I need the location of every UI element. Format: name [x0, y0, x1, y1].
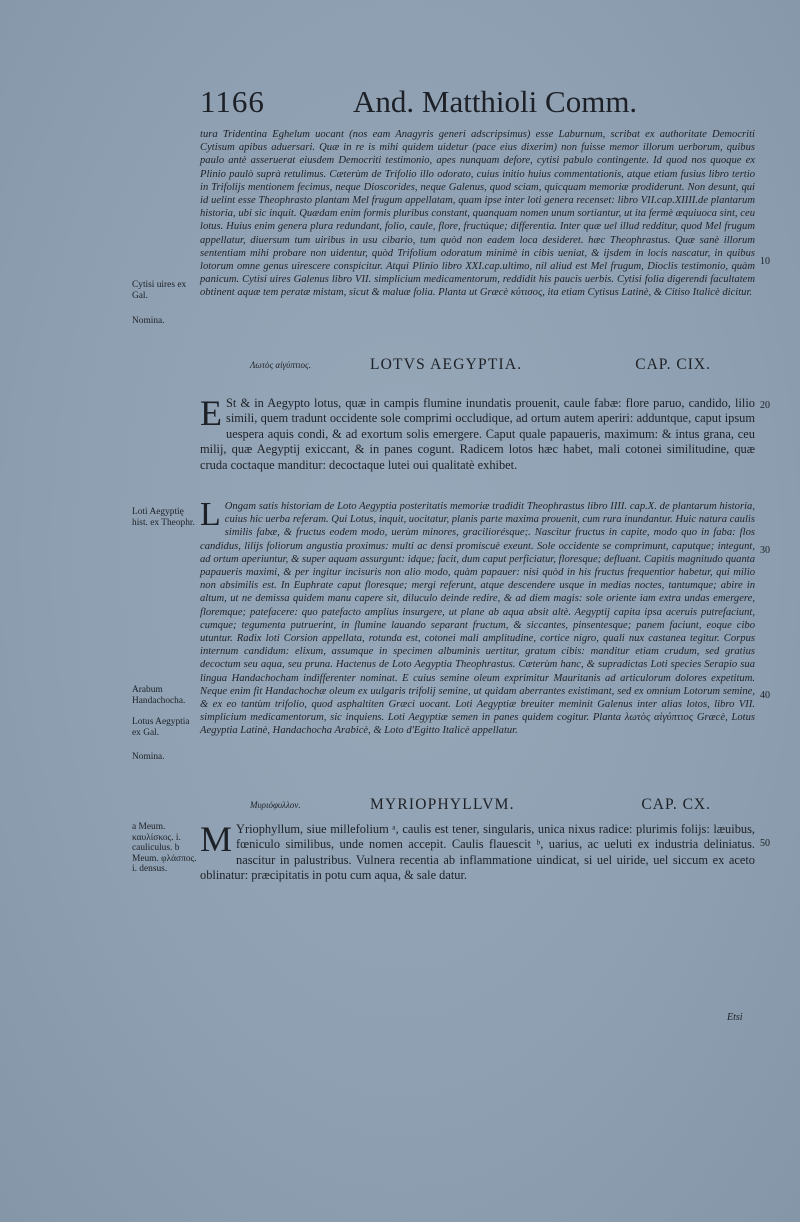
line-number: 40 [760, 690, 770, 701]
cytisus-commentary: tura Tridentina Eghelum uocant (nos eam Anagyris generi adscripsimus) esse Laburnum, scribat ex authoritate Democriti Cytisum apibus aduersari. Quæ in re is mihi quidem uidetur (pace eius dixerim) non fuisse memor illorum uerborum, quibus paulo antè asseruerat eiusdem Democriti testimonio, apes nunquam defore, cytisi pabulo contingente. Id quod nos quoque ex Plinio paulò suprà retulimus. Cæterùm de Trifolio illo odorato, cuius initio huius commentationis, atque etiam fusius libro tertio in Trifolijs mentionem fecimus, neque Dioscorides, neque Galenus, quod sciam, quicquam memoriæ prodiderunt. Non desunt, qui id uelint esse Theophrasto plantam Mel frugum appellatam, quam ipse inter loti genera recenset: libro VII.cap.XIIII.de plantarum historia, ubi sic inquit. Quædam enim formis pluribus constant, quanquam nomen unum sortiantur, ut ita fermè æquiuoca sint, ceu lotus. Huius enim genera plura redundant, folio, caule, flore, fructúque; differentia. Inter quæ uel illud redditur, quod Mel frugum appellatur, diuersum tum uiribus in usu cibario, tum quòd non eadem loca desideret. hæc Theophrastus. Quæ sanè illorum sententiam mihi probare non uidentur, quòd Trifolium odoratum minimè in cibis ueniat, & ijsdem in locis nascatur, in quibus lotorum omne genus uirescere conspicitur. Atqui Plinio libro XXI.cap.ultimo, nil aliud est Mel frugum, Dioclis testimonio, quàm panicum. Cytisi uires Galenus libro VII. simplicium medicamentorum, reddidit his paucis uerbis. Cytisi folia digerendi facultatem obtinent aquæ tem peratæ mistam, sicut & maluæ folia. Planta ut Græcè κύτισος, ita etiam Cytisus Latinè, & Citiso Italicè dicitur. [200, 129, 755, 299]
margin-note-nomina-1: Nomina. [132, 316, 165, 326]
margin-note-loti: Loti Aegyptię hist. ex Theophr. [132, 507, 195, 528]
chapter-number: CAP. CX. [641, 796, 711, 813]
line-number: 10 [760, 256, 770, 267]
chapter-number: CAP. CIX. [635, 356, 711, 373]
margin-note-cytisi: Cytisi uires ex Gal. [132, 280, 187, 301]
lotus-commentary-text: Ongam satis historiam de Loto Aegyptia posteritatis memoriæ tradidit Theophrastus libro IIII. cap.X. de plantarum historia, cuius hic uerba referam. Qui Lotus, inquit, uocitatur, planis parte maxima prouenit, cum rura inundantur. Huic natura caulis similis fabæ, & fructus eodem modo, uerùm minores, graciliorésque;. Nascitur fructus in capite, modo quo in faba: flos candidus, lilijs foliorum angustia proximus: multi ac densi promiscuè exeunt. Sole occidente se comprimunt, caputque; integunt, ad ortum aperiuntur, & super aquam assurgunt: idque; facit, dum caput perficiatur, floresque; defluant. Capitis magnitudo quanta papaueris maximi, & per ingitur incisuris non alio modo, quàm papauer: nisi quòd in his fructus frequentior habetur, qui milio non absimilis est. In Euphrate caput floresque; mergi referunt, atque descendere usque in medias noctes, tantumque; abire in altum, ut ne demissa quidem manu capere sit, diluculo deinde redire, & ad diem magis: sole oriente iam extra undas emergere, floremque; patefacere: quo patefacto amplius insurgere, ut plane ab aqua absit altè. Aegyptij capita ipsa aceruis putrefaciunt, cumque; tegumenta putruerint, in flumine lauando separant fructum, & siccantes, pinsentesque; panem faciunt, eoque cibo utuntur. Radix loti Corsion appellata, rotunda est, cotonei mali amplitudine, cortice nigro, quali nux castanea tegitur. Corpus internum candidum: elixum, assumque in specimen albuminis uertitur, gratum cibis: manditur etiam crudum, sed gratius decoctum seu aqua, seu pruna. Hactenus de Loto Aegyptia Theophrastus. Cæterùm hanc, & supradictas Loti species Serapio sua lingua Handachocham indifferenter nominat. E cuius semine oleum exprimitur Mauritanis ad articulorum dolores expetitum. Neque enim fit Handachochæ oleum ex uulgaris trifolij semine, ut quidam aberrantes existimant, sed ex omnium Lotorum semine, & ex eo tantùm trifolio, quod asphaltiten Græci uocant. Loti Aegyptiæ breuiter meminit Galenus inter alias lotos, libro VII. simplicium medicamentorum, sic inquiens. Loti Aegyptiæ semen in panes quidem cogitur. Planta λωτὸς αἰγύπτιος Græcè, Lotus Aegyptia Latinè, Handachocha Arabicè, & Loto d'Egitto Italicè appellatur. [200, 501, 755, 737]
margin-note-nomina-2: Nomina. [132, 752, 165, 762]
catchword: Etsi [727, 1012, 743, 1023]
chapter-title: LOTVS AEGYPTIA. [370, 356, 523, 373]
drop-cap: M [200, 819, 233, 859]
margin-note-arabum: Arabum Handachocha. [132, 685, 186, 706]
line-number: 20 [760, 400, 770, 411]
chapter-greek-name: Μυριόφυλλον. [250, 800, 301, 810]
margin-note-meum: a Meum. καυλίσκος. i. cauliculus. b Meum. φλάσπος. i. densus. [132, 822, 197, 875]
lotus-description-text: St & in Aegypto lotus, quæ in campis flumine inundatis prouenit, caule fabæ: flore paruo, candido, lilio simili, quem tradunt occidente sole comprimi occludique, ad ortum autem aperiri: adduntque, caput ipsum uespera aquis condi, & ad exortum solis emergere. Caput quale papaueris, maximum: & intus grana, ceu milij, quæ Aegyptij exiccant, & in panes cogunt. Radicem lotos hæc habet, mali cotonei similitudine, quæ cruda coctaque manditur: decoctaque lutei oui qualitatè exhibet. [200, 396, 755, 472]
chapter-heading-110 [200, 796, 755, 816]
lotus-commentary [200, 496, 755, 738]
line-number: 50 [760, 838, 770, 849]
page-header [200, 84, 640, 130]
running-head: And. Matthioli Comm. [353, 84, 638, 119]
chapter-heading-109 [200, 356, 755, 376]
line-number: 30 [760, 545, 770, 556]
chapter-greek-name: Λωτὸς αἰγύπτιος. [250, 360, 311, 370]
lotus-description [200, 393, 755, 473]
myriophyllum-description-text: Yriophyllum, siue millefolium ᵃ, caulis est tener, singularis, unica nixus radice: plurimis folijs: læuibus, fœniculo similibus, unde nomen accepit. Caulis flauescit ᵇ, uarius, ac ueluti ex industria deliniatus. nascitur in palustribus. Vulnera recentia ab inflammatione uindicat, si uel uiride, uel siccum ex aceto oblinatur: præcipitatis in potu cum aqua, & sale datur. [200, 822, 755, 883]
page-number: 1166 [200, 84, 265, 119]
drop-cap: E [200, 393, 222, 433]
myriophyllum-description [200, 819, 755, 884]
chapter-title: MYRIOPHYLLVM. [370, 796, 515, 813]
drop-cap: L [200, 496, 221, 533]
margin-note-lotus-gal: Lotus Aegyptia ex Gal. [132, 717, 190, 738]
